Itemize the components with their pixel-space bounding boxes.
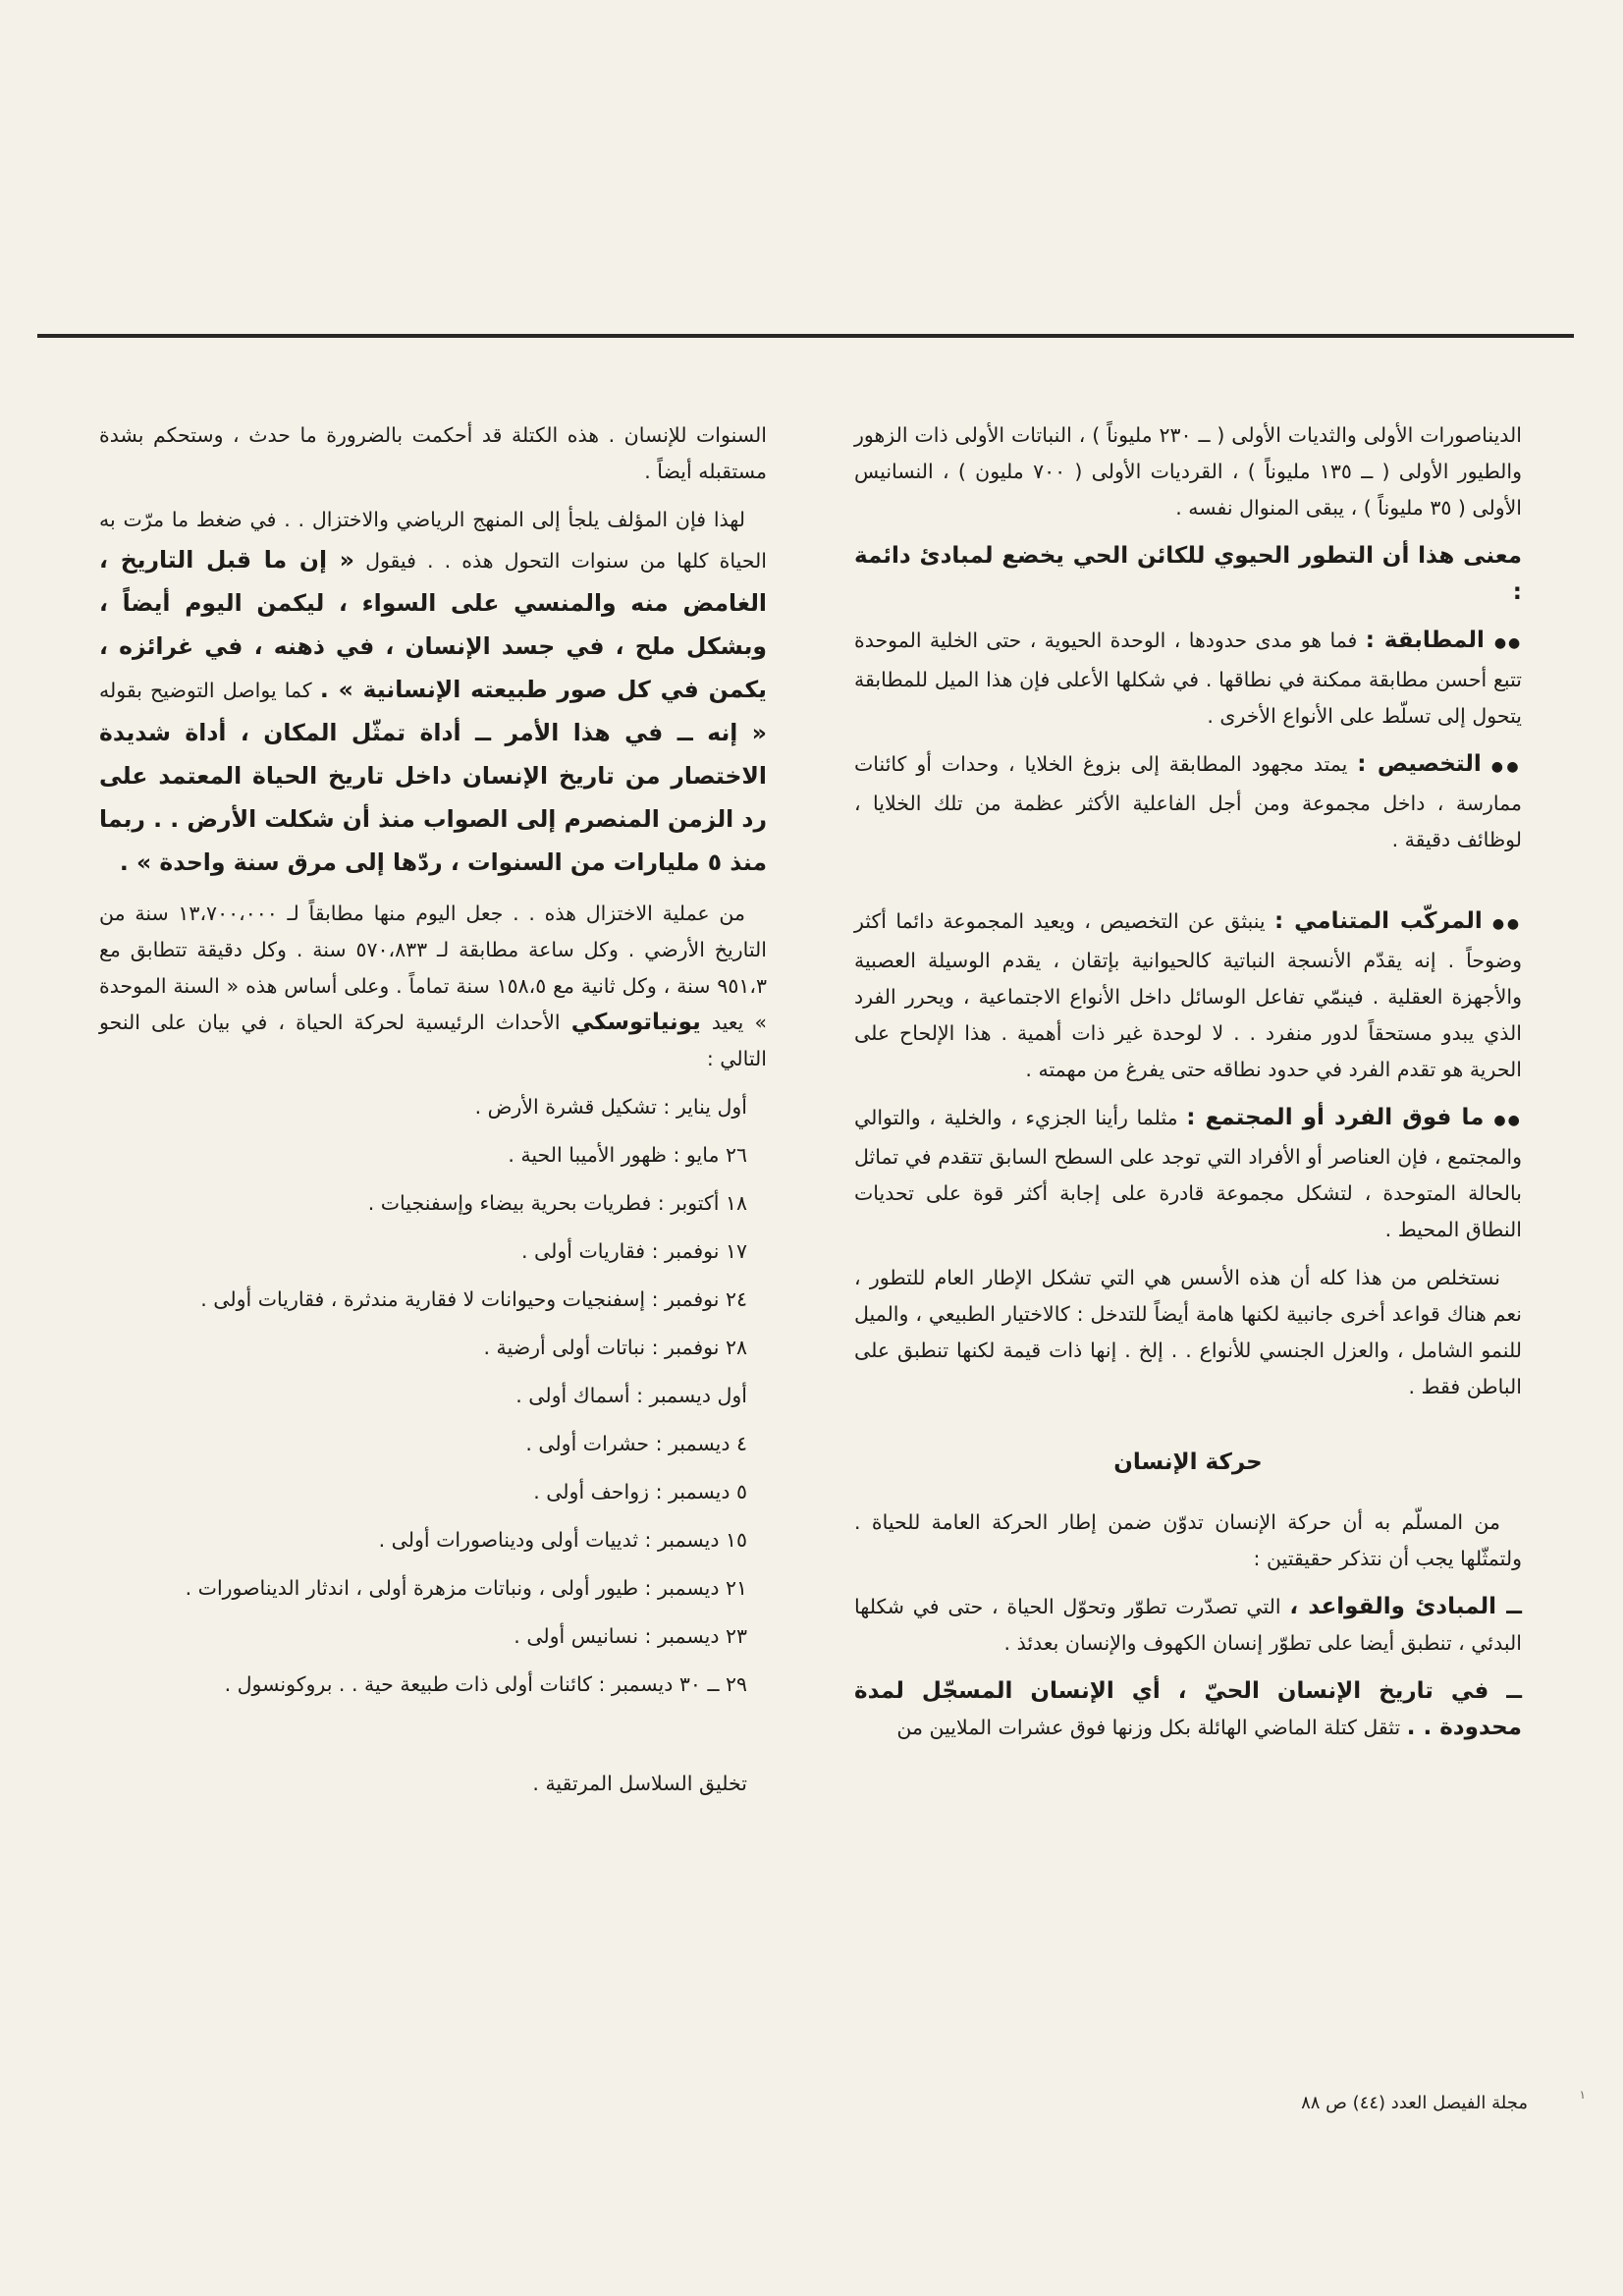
footer-citation: مجلة الفيصل العدد (٤٤) ص ٨٨	[1301, 2093, 1528, 2113]
paragraph-text: كما يواصل التوضيح بقوله	[99, 679, 312, 702]
term: ــ المبادئ والقواعد ،	[1289, 1594, 1522, 1619]
paragraph-text: مثلما رأينا الجزيء ، والخلية ، والتوالي والمجتمع ، فإن العناصر أو الأفراد التي توجد على السطح السابق تتقدم في تماثل بالحالة المتوحدة ، لتشكل مجموعة قادرة على إجابة أكثر قوة على تحديات النطاق المحيط .	[854, 1106, 1522, 1241]
left-column	[99, 417, 767, 1814]
timeline-item: أول ديسمبر : أسماك أولى .	[515, 1384, 747, 1407]
timeline-item: ٥ ديسمبر : زواحف أولى .	[533, 1480, 747, 1503]
paragraph-history	[854, 1673, 1522, 1746]
paragraph-compound	[854, 903, 1522, 1088]
timeline-item: ١٧ نوفمبر : فقاريات أولى .	[521, 1239, 747, 1263]
timeline-item: ٢٤ نوفمبر : إسفنجيات وحيوانات لا فقارية مندثرة ، فقاريات أولى .	[200, 1287, 747, 1311]
paragraph: السنوات للإنسان . هذه الكتلة قد أحكمت بالضرورة ما حدث ، وستحكم بشدة مستقبله أيضاً .	[99, 423, 767, 483]
paragraph-text: ينبثق عن التخصيص ، ويعيد المجموعة دائما أكثر وضوحاً . إنه يقدّم الأنسجة النباتية كالحيوانية بإتقان ، يقدم الوسيلة العصبية والأجهزة العقلية . فينمّي تفاعل الوسائل داخل الأنواع الاجتماعية ، ويحرر الفرد الذي يبدو مستحقاً لدور منفرد . . لا لوحدة غير ذات أهمية . هذا الإلحاح على الحرية هو تقدم الفرد في حدود نطاقه حتى يفرغ من مهمته .	[854, 909, 1522, 1081]
term: ما فوق الفرد أو المجتمع :	[1186, 1105, 1485, 1130]
paragraph: من المسلّم به أن حركة الإنسان تدوّن ضمن إطار الحركة العامة للحياة . ولتمثّلها يجب أن نتذكر حقيقتين :	[854, 1510, 1522, 1570]
section-title: حركة الإنسان	[1113, 1449, 1263, 1475]
timeline-item: ٢٣ ديسمبر : نسانيس أولى .	[514, 1624, 747, 1648]
term: المطابقة :	[1365, 628, 1485, 653]
bullet-dots-icon: ●●	[1491, 916, 1522, 932]
paragraph-text: يمتد مجهود المطابقة إلى بزوغ الخلايا ، وحدات أو كائنات ممارسة ، داخل مجموعة ومن أجل الفاعلية الأكثر عظمة من تلك الخلايا ، لوظائف دقيقة .	[854, 752, 1522, 851]
bullet-dots-icon: ●●	[1493, 1113, 1522, 1128]
paragraph-text: تثقل كتلة الماضي الهائلة بكل وزنها فوق عشرات الملايين من	[896, 1716, 1401, 1739]
right-column	[854, 417, 1522, 1758]
bold-quote: « إن ما قبل التاريخ ، الغامض منه والمنسي على السواء ، ليكمن اليوم أيضاً ، وبشكل ملح ، في جسد الإنسان ، في ذهنه ، في غرائزه ، يكمن في كل صور طبيعته الإنسانية » .	[99, 546, 767, 703]
bold-quote: « إنه ــ في هذا الأمر ــ أداة تمثّل المكان ، أداة شديدة الاختصار من تاريخ الإنسان داخل تاريخ الحياة المعتمد على رد الزمن المنصرم إلى الصواب منذ أن شكلت الأرض . . ربما منذ ٥ مليارات من السنوات ، ردّها إلى مرق سنة واحدة » .	[99, 719, 767, 876]
paragraph-rules	[854, 1589, 1522, 1662]
timeline-item: ١٨ أكتوبر : فطريات بحرية بيضاء وإسفنجيات .	[367, 1191, 747, 1215]
paragraph-text: فما هو مدى حدودها ، الوحدة الحيوية ، حتى الخلية الموحدة تتبع أحسن مطابقة ممكنة في نطاقها . في شكلها الأعلى فإن هذا الميل للمطابقة يتحول إلى تسلّط على الأنواع الأخرى .	[854, 629, 1522, 728]
paragraph-text: الأحداث الرئيسية لحركة الحياة ، في بيان على النحو التالي :	[99, 1011, 767, 1070]
principles-heading: معنى هذا أن التطور الحيوي للكائن الحي يخضع لمبادئ دائمة :	[854, 543, 1522, 605]
timeline-item: ١٥ ديسمبر : ثدييات أولى وديناصورات أولى .	[378, 1528, 747, 1552]
paragraph-conformity	[854, 623, 1522, 735]
timeline-item: ٢٦ مايو : ظهور الأميبا الحية .	[508, 1143, 747, 1167]
timeline-item: ٤ ديسمبر : حشرات أولى .	[525, 1432, 747, 1455]
timeline-item: أول يناير : تشكيل قشرة الأرض .	[474, 1095, 747, 1119]
paragraph-specialization	[854, 746, 1522, 858]
paragraph-text: لهذا فإن المؤلف يلجأ إلى المنهج الرياضي والاختزال . . في ضغط ما مرّت به الحياة كلها من سنوات التحول هذه . . فيقول	[99, 508, 767, 573]
paragraph-beyond	[854, 1100, 1522, 1248]
paragraph-quote	[99, 502, 767, 884]
page-mark: ١	[1579, 2088, 1586, 2102]
term: ــ في تاريخ الإنسان الحيّ ، أي الإنسان المسجّل لمدة محدودة . .	[854, 1678, 1522, 1740]
term: التخصيص :	[1357, 751, 1482, 777]
bullet-dots-icon: ●●	[1493, 635, 1522, 651]
timeline-list	[99, 1089, 767, 1703]
header-rule	[37, 334, 1574, 338]
paragraph: الديناصورات الأولى والثديات الأولى ( ــ ٢٣٠ مليوناً ) ، النباتات الأولى ذات الزهور والطيور الأولى ( ــ ١٣٥ مليوناً ) ، القرديات الأولى ( ٧٠٠ مليون ) ، النسانيس الأولى ( ٣٥ مليوناً ) ، يبقى المنوال نفسه .	[854, 423, 1523, 519]
term: المركّب المتنامي :	[1274, 908, 1483, 934]
paragraph-reduction	[99, 896, 767, 1077]
author-name: يونياتوسكي	[570, 1010, 701, 1035]
timeline-item: ٢١ ديسمبر : طيور أولى ، ونباتات مزهرة أولى ، اندثار الديناصورات .	[185, 1576, 747, 1600]
paragraph-text: من عملية الاختزال هذه . . جعل اليوم منها مطابقاً لـ ١٣،٧٠٠،٠٠٠ سنة من التاريخ الأرضي . وكل ساعة مطابقة لـ ٥٧٠،٨٣٣ سنة . وكل دقيقة تتطابق مع ٩٥١،٣ سنة ، وكل ثانية مع ١٥٨،٥ سنة تماماً . وعلى أساس هذه « السنة الموحدة » يعيد	[99, 902, 767, 1034]
paragraph: نستخلص من هذا كله أن هذه الأسس هي التي تشكل الإطار العام للتطور ، نعم هناك قواعد أخرى جانبية لكنها هامة أيضاً للتدخل : كالاختيار الطبيعي ، والميل للنمو الشامل ، والعزل الجنسي للأنواع . . إلخ . إنها ذات قيمة لكنها تنطبق على الباطن فقط .	[854, 1266, 1522, 1398]
closing-line: تخليق السلاسل المرتقية .	[532, 1772, 747, 1795]
timeline-item: ٢٩ ــ ٣٠ ديسمبر : كائنات أولى ذات طبيعة حية . . بروكونسول .	[224, 1672, 747, 1696]
bullet-dots-icon: ●●	[1490, 759, 1522, 775]
paragraph-text: التي تصدّرت تطوّر وتحوّل الحياة ، حتى في شكلها البدئي ، تنطبق أيضا على تطوّر إنسان الكهوف والإنسان بعدئذ .	[854, 1595, 1522, 1655]
timeline-item: ٢٨ نوفمبر : نباتات أولى أرضية .	[483, 1336, 747, 1359]
